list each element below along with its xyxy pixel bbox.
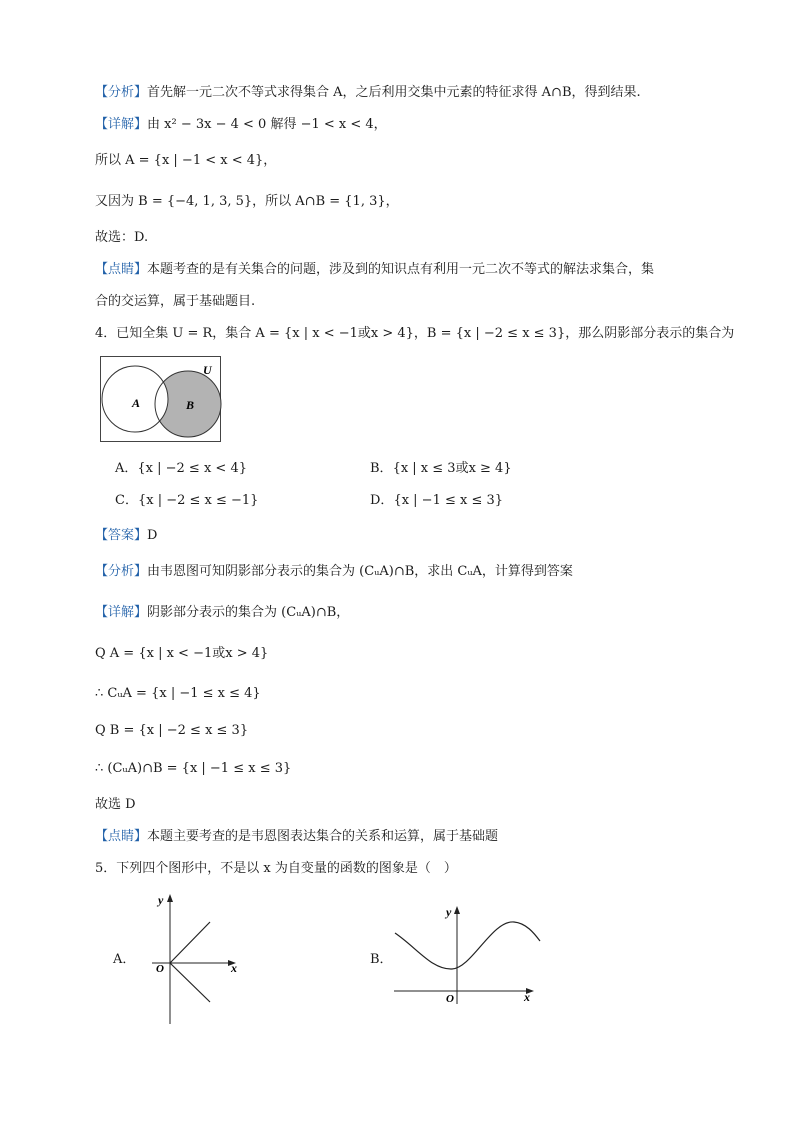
q3-detail xyxy=(95,116,387,134)
origin-label: O xyxy=(156,963,164,975)
q4-answer xyxy=(95,527,157,545)
venn-diagram xyxy=(100,356,222,443)
q3-choice: 故选：D. xyxy=(95,230,149,245)
option-text: {x | −2 ≤ x ≤ −1} xyxy=(137,493,259,508)
analysis-text: 由韦恩图可知阴影部分表示的集合为 (CᵤA)∩B，求出 CᵤA，计算得到答案 xyxy=(147,564,573,579)
origin-label: O xyxy=(446,993,454,1005)
q3-analysis xyxy=(95,84,641,102)
comment-text: 本题主要考查的是韦恩图表达集合的关系和运算，属于基础题 xyxy=(147,829,499,844)
label-b: B xyxy=(186,398,195,412)
detail-text: 阴影部分表示的集合为 (CᵤA)∩B， xyxy=(147,605,350,620)
option-text: {x | −1 ≤ x ≤ 3} xyxy=(393,493,504,508)
answer-tag: 【答案】 xyxy=(95,528,148,543)
q4-step-3: Q B = {x | −2 ≤ x ≤ 3} xyxy=(95,723,249,738)
q3-set-b-line: 又因为 B = {−4, 1, 3, 5}，所以 A∩B = {1, 3}， xyxy=(95,194,399,209)
analysis-text: 首先解一元二次不等式求得集合 A，之后利用交集中元素的特征求得 A∩B，得到结果. xyxy=(147,85,641,100)
option-d xyxy=(370,492,503,510)
analysis-tag: 【分析】 xyxy=(95,564,148,579)
graph-b-letter: B． xyxy=(370,952,393,967)
wave-curve xyxy=(395,922,540,969)
q5-stem: 5．下列四个图形中，不是以 x 为自变量的函数的图象是（ ） xyxy=(95,861,457,876)
x-label: x xyxy=(524,990,530,1004)
q3-comment xyxy=(95,261,654,279)
comment-tag: 【点睛】 xyxy=(95,262,148,277)
q4-detail xyxy=(95,604,349,622)
option-c xyxy=(115,492,258,510)
y-label: y xyxy=(158,893,164,907)
option-text: {x | x ≤ 3或x ≥ 4} xyxy=(392,461,512,476)
q4-comment xyxy=(95,828,498,846)
label-u: U xyxy=(203,363,212,377)
graph-b xyxy=(392,900,544,1008)
detail-text: 由 x² − 3x − 4 < 0 解得 −1 < x < 4， xyxy=(147,117,387,132)
lower-ray xyxy=(170,963,210,1002)
option-letter: B． xyxy=(370,461,393,476)
option-letter: D． xyxy=(370,493,394,508)
detail-tag: 【详解】 xyxy=(95,605,148,620)
q4-step-4: ∴ (CᵤA)∩B = {x | −1 ≤ x ≤ 3} xyxy=(95,761,292,776)
label-a: A xyxy=(132,396,141,410)
q4-step-1: Q A = {x | x < −1或x > 4} xyxy=(95,646,269,661)
q4-choice: 故选 D xyxy=(95,797,136,812)
option-letter: A． xyxy=(115,461,138,476)
q4-step-2: ∴ CᵤA = {x | −1 ≤ x ≤ 4} xyxy=(95,686,261,701)
option-b xyxy=(370,460,512,478)
comment-text-1: 本题考查的是有关集合的问题，涉及到的知识点有利用一元二次不等式的解法求集合，集 xyxy=(147,262,655,277)
comment-tag: 【点睛】 xyxy=(95,829,148,844)
analysis-tag: 【分析】 xyxy=(95,85,148,100)
x-label: x xyxy=(231,961,237,975)
upper-ray xyxy=(170,922,210,963)
q3-comment-cont: 合的交运算，属于基础题目. xyxy=(95,294,256,309)
q4-stem: 4．已知全集 U = R，集合 A = {x | x < −1或x > 4}，B = {x | −2 ≤ x ≤ 3}，那么阴影部分表示的集合为 xyxy=(95,326,735,341)
graph-a xyxy=(138,892,250,1028)
option-letter: C． xyxy=(115,493,138,508)
y-arrow xyxy=(167,894,173,902)
q3-set-a-line: 所以 A = {x | −1 < x < 4}， xyxy=(95,153,277,168)
graph-a-letter: A． xyxy=(113,952,136,967)
option-text: {x | −2 ≤ x < 4} xyxy=(137,461,247,476)
y-arrow xyxy=(454,906,460,914)
option-a xyxy=(115,460,247,478)
y-label: y xyxy=(446,905,452,919)
answer-value: D xyxy=(147,528,158,543)
q4-analysis xyxy=(95,563,573,581)
detail-tag: 【详解】 xyxy=(95,117,148,132)
